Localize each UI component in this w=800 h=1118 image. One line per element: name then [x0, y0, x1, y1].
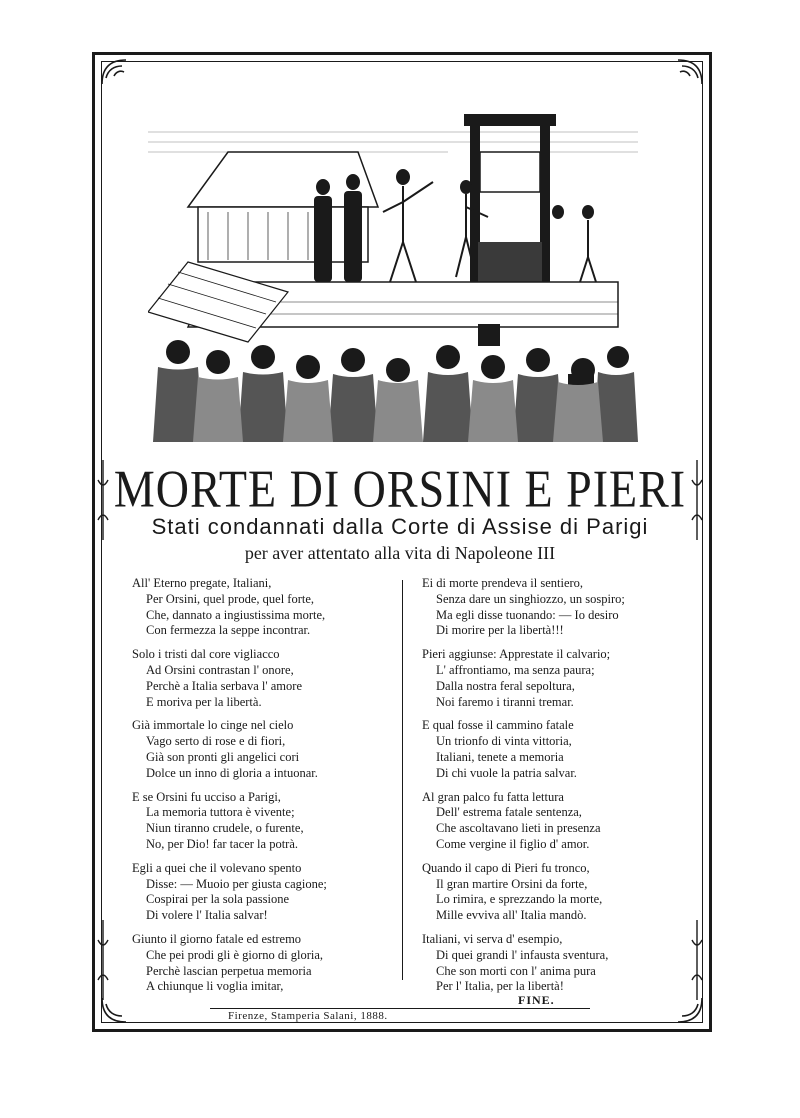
printer-imprint: Firenze, Stamperia Salani, 1888.	[228, 1010, 388, 1022]
poem-line: Disse: — Muoio per giusta cagione;	[146, 876, 327, 891]
poem-line: Al gran palco fu fatta lettura	[422, 789, 564, 804]
poem-stanza	[132, 790, 402, 853]
poem-line: Ma egli disse tuonando: — Io desiro	[436, 607, 619, 622]
poem-stanza	[422, 718, 692, 781]
corner-ornament-icon	[664, 58, 704, 86]
poem-column-left	[132, 576, 402, 1003]
poem-line: Per Orsini, quel prode, quel forte,	[146, 591, 315, 606]
side-ornament-icon	[690, 920, 704, 1000]
side-ornament-icon	[690, 460, 704, 540]
poem-line: Vago serto di rose e di fiori,	[146, 734, 286, 749]
subtitle: Stati condannati dalla Corte di Assise di Parigi	[151, 514, 649, 539]
end-mark: FINE.	[518, 993, 555, 1007]
poem-line: Cospirai per la sola passione	[146, 892, 290, 907]
poem-line: Già immortale lo cinge nel cielo	[132, 718, 294, 733]
poem-line: E moriva per la libertà.	[146, 694, 262, 709]
poem-line: Che, dannato a ingiustissima morte,	[146, 607, 326, 622]
poem-line: Egli a quei che il volevano spento	[132, 860, 302, 875]
poem-column-right	[422, 576, 692, 1003]
poem-line: All' Eterno pregate, Italiani,	[132, 576, 272, 590]
poem-stanza	[132, 932, 402, 995]
footer-rule	[210, 1008, 590, 1009]
poem-line: Perchè a Italia serbava l' amore	[146, 678, 302, 693]
poem-stanza	[422, 576, 692, 639]
poem-stanza	[422, 647, 692, 710]
poem-line: Ei di morte prendeva il sentiero,	[422, 576, 584, 590]
poem-line: Noi faremo i tiranni tremar.	[436, 694, 574, 709]
poem-stanza	[132, 861, 402, 924]
poem-line: Perchè lascian perpetua memoria	[146, 963, 312, 978]
poem-stanza	[132, 718, 402, 781]
poem-stanza	[132, 576, 402, 639]
poem-line: Che son morti con l' anima pura	[436, 963, 596, 978]
poem-line: Dalla nostra feral sepoltura,	[436, 678, 575, 693]
poem-line: Lo rimira, e sprezzando la morte,	[436, 892, 603, 907]
side-ornament-icon	[96, 920, 110, 1000]
poem-line: Di quei grandi l' infausta sventura,	[436, 947, 609, 962]
poem-line: Niun tiranno crudele, o furente,	[146, 821, 304, 836]
poem-line: Con fermezza la seppe incontrar.	[146, 623, 311, 638]
poem-line: Mille evviva all' Italia mandò.	[436, 908, 587, 923]
poem-line: E qual fosse il cammino fatale	[422, 718, 574, 733]
side-ornament-icon	[96, 460, 110, 540]
poem-line: Dolce un inno di gloria a intuonar.	[146, 765, 318, 780]
poem-line: Di morire per la libertà!!!	[436, 623, 564, 638]
poem-line: Italiani, tenete a memoria	[436, 749, 564, 764]
poem-stanza	[422, 861, 692, 924]
poem-line: Solo i tristi dal core vigliacco	[132, 647, 280, 662]
poem-line: Come vergine il figlio d' amor.	[436, 836, 590, 851]
column-divider	[402, 580, 403, 980]
poem-line: Di chi vuole la patria salvar.	[436, 765, 577, 780]
poem-line: Per l' Italia, per la libertà!	[436, 979, 564, 994]
subtitle-secondary: per aver attentato alla vita di Napoleone III	[244, 543, 556, 563]
page-title: MORTE DI ORSINI E PIERI	[113, 459, 687, 518]
poem-line: Ad Orsini contrastan l' onore,	[146, 662, 294, 677]
poem-line: Che ascoltavano lieti in presenza	[436, 821, 601, 836]
poem-line: Quando il capo di Pieri fu tronco,	[422, 860, 590, 875]
poem-line: No, per Dio! far tacer la potrà.	[146, 836, 299, 851]
execution-scene-engraving-icon	[148, 112, 638, 442]
poem-line: Italiani, vi serva d' esempio,	[422, 931, 563, 946]
poem-line: Che pei prodi gli è giorno di gloria,	[146, 947, 324, 962]
corner-ornament-icon	[100, 58, 140, 86]
poem-line: Pieri aggiunse: Apprestate il calvario;	[422, 647, 611, 662]
poem-stanza	[422, 932, 692, 995]
poem-line: Già son pronti gli angelici cori	[146, 749, 300, 764]
poem-line: Giunto il giorno fatale ed estremo	[132, 931, 302, 946]
poem-line: Il gran martire Orsini da forte,	[436, 876, 588, 891]
poem-line: Un trionfo di vinta vittoria,	[436, 734, 572, 749]
poem-line: Dell' estrema fatale sentenza,	[436, 805, 582, 820]
poem-stanza	[132, 647, 402, 710]
poem-line: Di volere l' Italia salvar!	[146, 908, 268, 923]
poem-line: La memoria tuttora è vivente;	[146, 805, 295, 820]
poem-line: A chiunque li voglia imitar,	[146, 979, 284, 994]
poem-line: Senza dare un singhiozzo, un sospiro;	[436, 591, 625, 606]
poem-line: L' affrontiamo, ma senza paura;	[436, 662, 595, 677]
poem-line: E se Orsini fu ucciso a Parigi,	[132, 789, 281, 804]
poem-stanza	[422, 790, 692, 853]
